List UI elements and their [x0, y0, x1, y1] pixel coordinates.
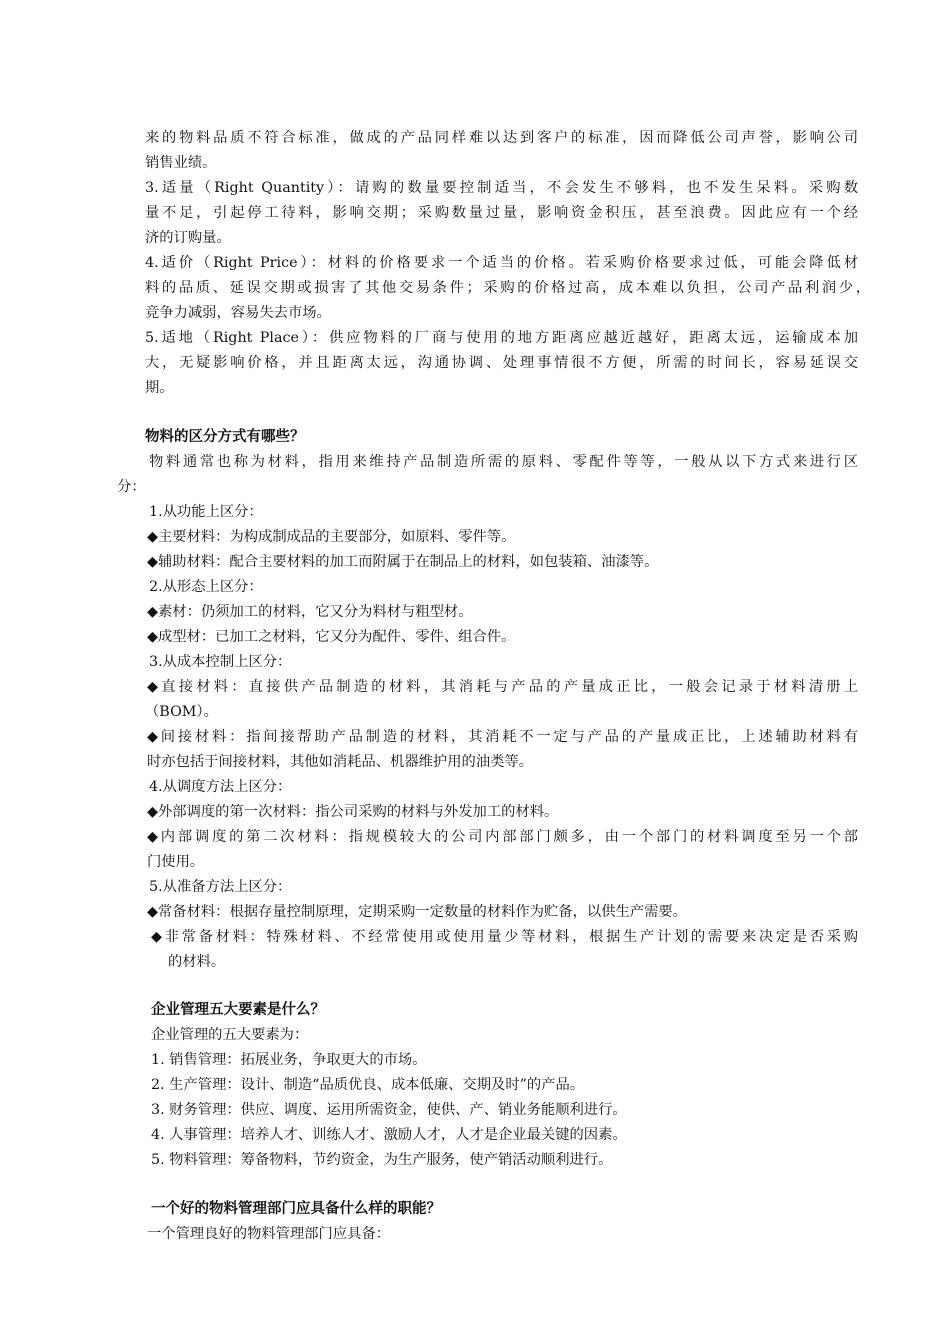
- list-item: ◆素材：仍须加工的材料，它又分为料材与粗型材。: [147, 604, 473, 620]
- list-heading: 3.从成本控制上区分：: [149, 654, 292, 670]
- paragraph-line: 量不足，引起停工待料，影响交期；采购数量过量，影响资金积压，甚至浪费。因此应有一个经: [145, 205, 858, 221]
- paragraph-line: 5.适地（Right Place）：供应物料的厂商与使用的地方距离应越近越好，距离太远，运输成本加: [145, 330, 858, 346]
- list-item: ◆成型材：已加工之材料，它又分为配件、零件、组合件。: [147, 629, 516, 645]
- paragraph-line: 料的品质、延误交期或损害了其他交易条件；采购的价格过高，成本难以负担，公司产品利润少，: [145, 280, 870, 296]
- paragraph-line: 分：: [117, 479, 146, 495]
- list-heading: 4.从调度方法上区分：: [149, 779, 292, 795]
- list-item: ◆内部调度的第二次材料：指规模较大的公司内部部门颇多，由一个部门的材料调度至另一个部: [147, 829, 858, 845]
- list-item: 时亦包括于间接材料，其他如消耗品、机器维护用的油类等。: [147, 754, 534, 770]
- paragraph-line: 4.适价（Right Price）：材料的价格要求一个适当的价格。若采购价格要求过低，可能会降低材: [145, 255, 858, 271]
- list-item: 门使用。: [147, 854, 205, 870]
- list-heading: 1.从功能上区分：: [149, 504, 263, 520]
- list-item: （BOM）。: [145, 704, 218, 720]
- paragraph-line: 期。: [145, 380, 174, 396]
- list-item: 2. 生产管理：设计、制造“品质优良、成本低廉、交期及时”的产品。: [151, 1077, 585, 1093]
- paragraph-line: 一个管理良好的物料管理部门应具备：: [147, 1226, 391, 1242]
- list-item: 4. 人事管理：培养人才、训练人才、激励人才，人才是企业最关键的因素。: [151, 1127, 627, 1143]
- list-item: ◆主要材料：为构成制成品的主要部分，如原料、零件等。: [147, 529, 516, 545]
- paragraph-line: 竞争力减弱，容易失去市场。: [145, 305, 331, 321]
- section-heading: 企业管理五大要素是什么？: [151, 1002, 325, 1018]
- list-item: 的材料。: [168, 954, 226, 970]
- list-item: ◆外部调度的第一次材料：指公司采购的材料与外发加工的材料。: [147, 804, 559, 820]
- paragraph-line: 来的物料品质不符合标准，做成的产品同样难以达到客户的标准，因而降低公司声誉，影响公司: [145, 130, 858, 146]
- list-heading: 2.从形态上区分：: [149, 579, 263, 595]
- section-heading: 一个好的物料管理部门应具备什么样的职能？: [151, 1201, 441, 1217]
- paragraph-line: 企业管理的五大要素为：: [151, 1027, 309, 1043]
- paragraph-line: 3.适量（Right Quantity）：请购的数量要控制适当，不会发生不够料，也不发生呆料。采购数: [145, 180, 858, 196]
- list-heading: 5.从准备方法上区分：: [149, 879, 292, 895]
- list-item: 5. 物料管理：筹备物料，节约资金，为生产服务，使产销活动顺利进行。: [151, 1152, 613, 1168]
- list-item: 1. 销售管理：拓展业务，争取更大的市场。: [151, 1052, 427, 1068]
- paragraph-line: 大，无疑影响价格，并且距离太远，沟通协调、处理事情很不方便，所需的时间长，容易延误交: [145, 355, 858, 371]
- list-item: ◆常备材料：根据存量控制原理，定期采购一定数量的材料作为贮备，以供生产需要。: [147, 904, 687, 920]
- paragraph-line: 销售业绩。: [145, 155, 217, 171]
- list-item: ◆非常备材料：特殊材料、不经常使用或使用量少等材料，根据生产计划的需要来决定是否采购: [151, 929, 858, 945]
- paragraph-line: 济的订购量。: [145, 230, 231, 246]
- list-item: ◆间接材料：指间接帮助产品制造的材料，其消耗不一定与产品的产量成正比，上述辅助材料有: [147, 729, 858, 745]
- paragraph-line: 物料通常也称为材料，指用来维持产品制造所需的原料、零配件等等，一般从以下方式来进行区: [149, 454, 858, 470]
- list-item: ◆直接材料：直接供产品制造的材料，其消耗与产品的产量成正比，一般会记录于材料清册上: [147, 679, 858, 695]
- list-item: 3. 财务管理：供应、调度、运用所需资金，使供、产、销业务能顺利进行。: [151, 1102, 627, 1118]
- list-item: ◆辅助材料：配合主要材料的加工而附属于在制品上的材料，如包装箱、油漆等。: [147, 554, 659, 570]
- section-heading: 物料的区分方式有哪些？: [145, 429, 305, 445]
